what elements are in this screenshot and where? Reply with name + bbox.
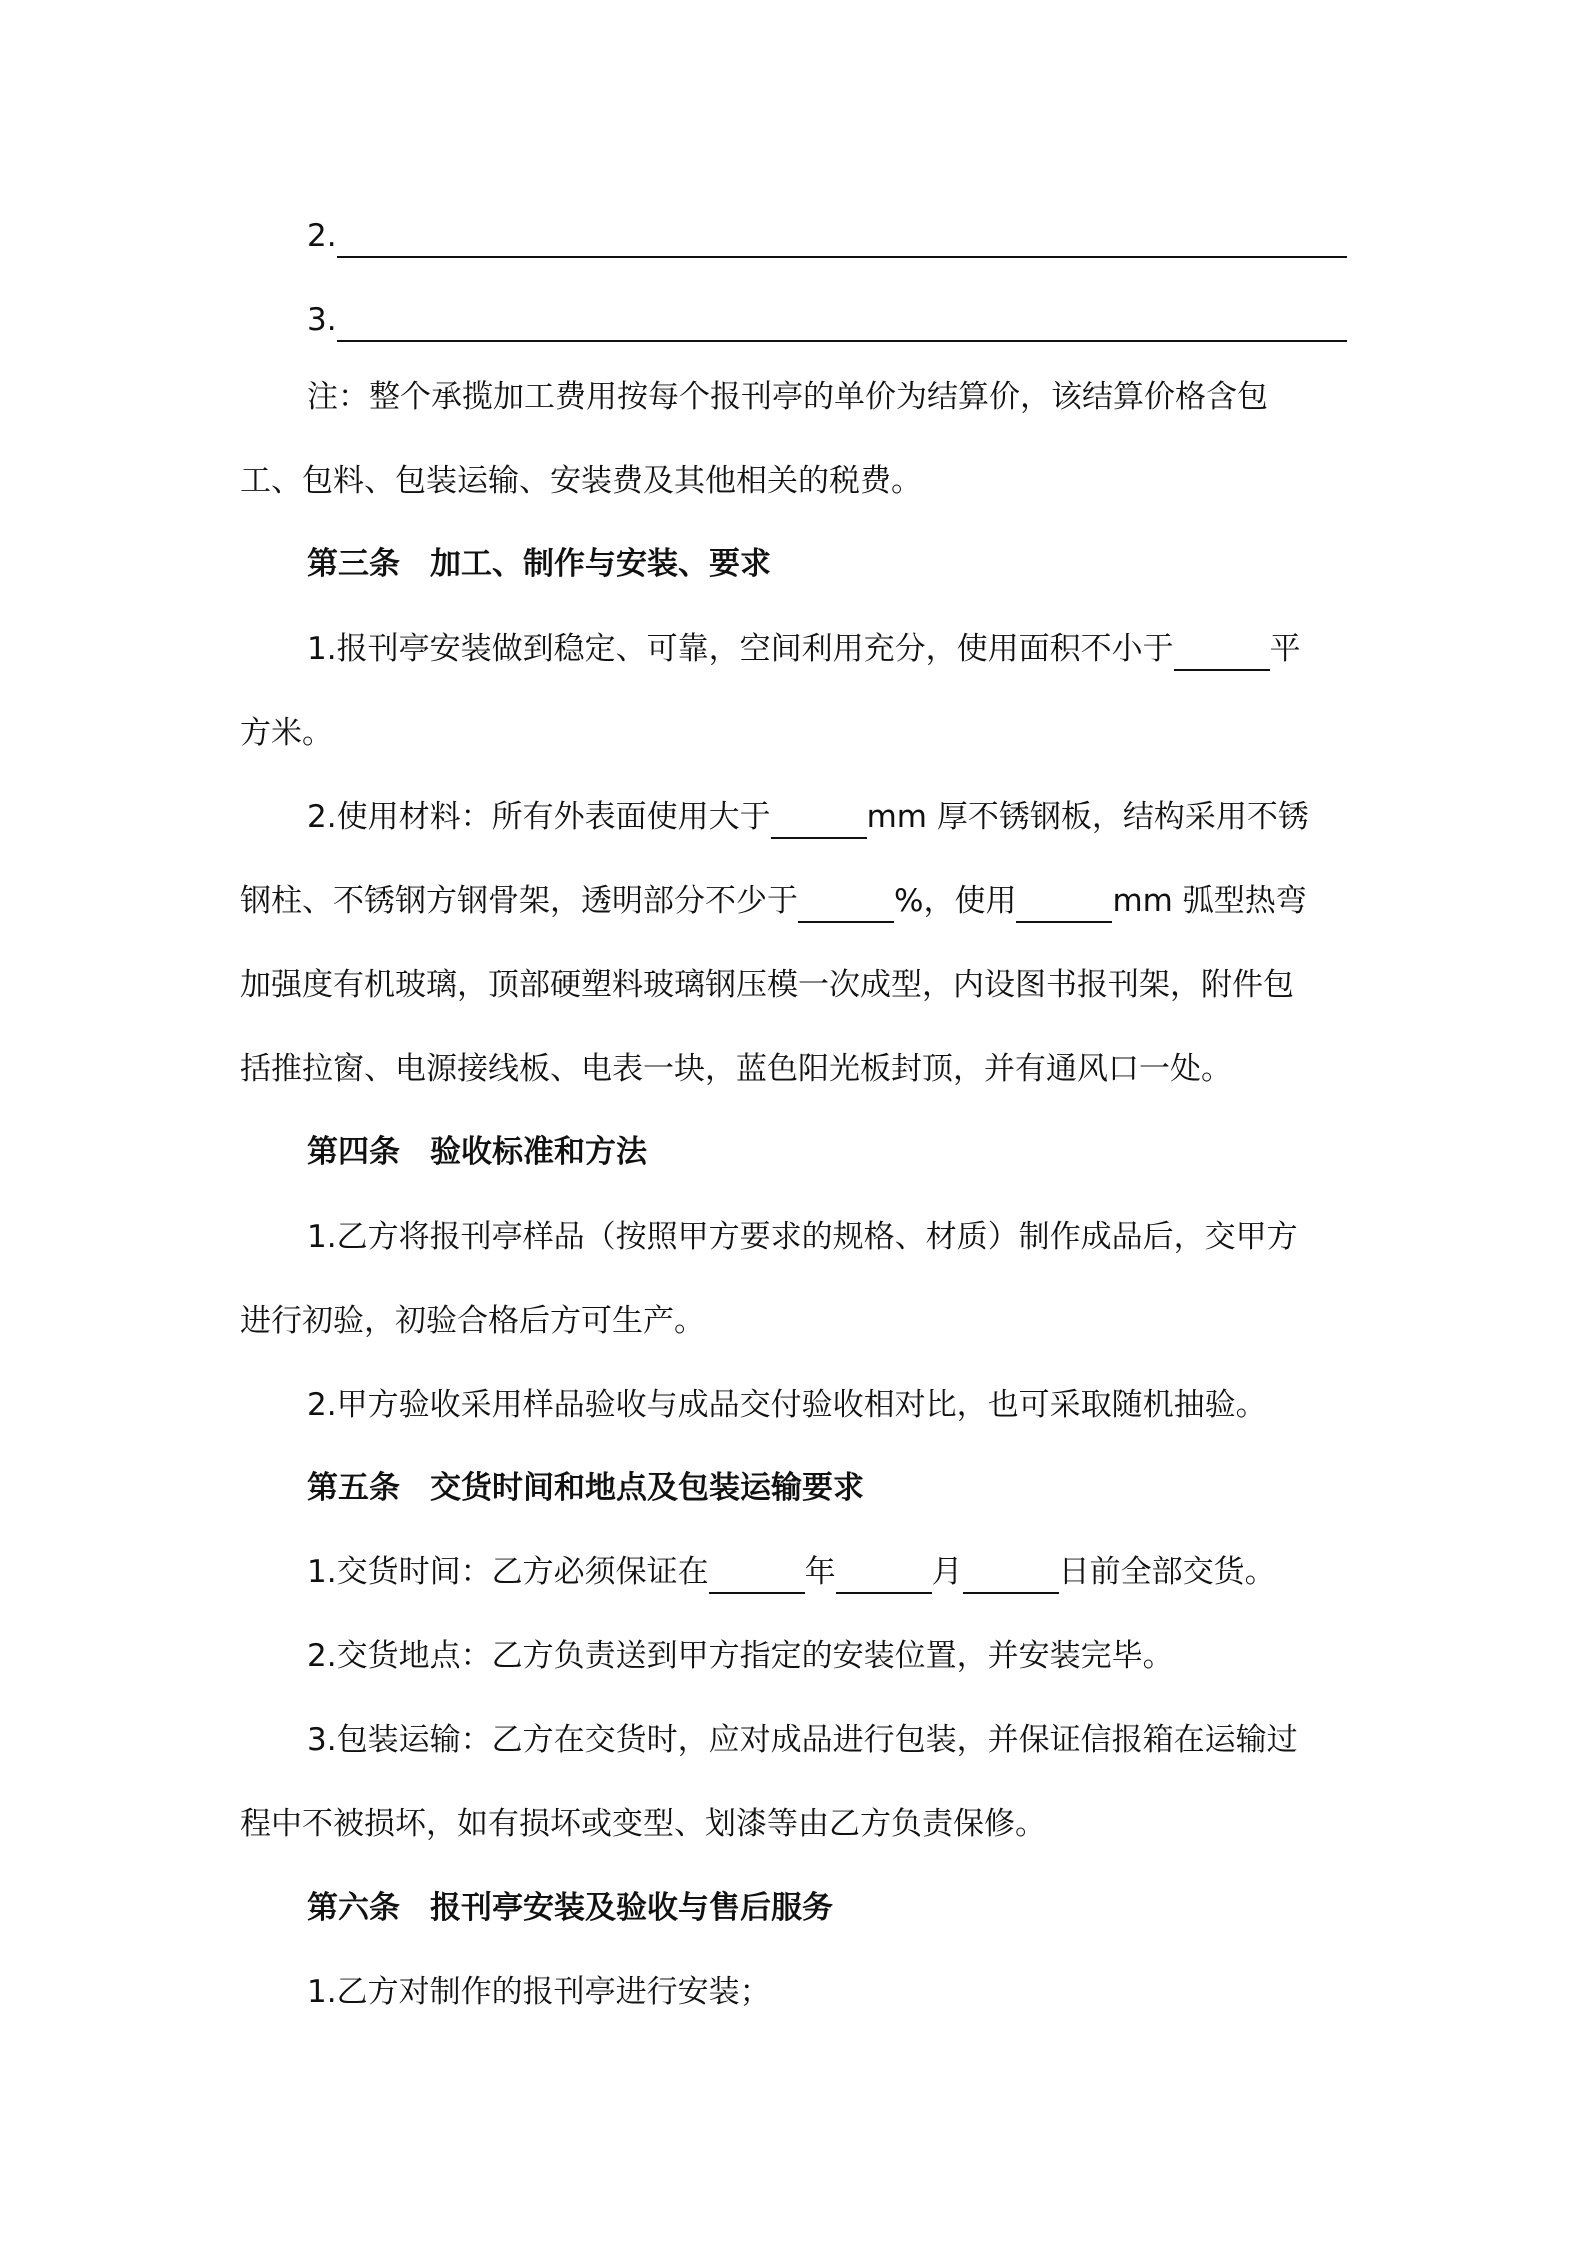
article-5-heading	[307, 1466, 1417, 1510]
fill-in-blank[interactable]	[337, 302, 1347, 342]
article-number: 第三条	[307, 546, 400, 582]
paragraph-text: mm 弧型热弯	[1112, 883, 1307, 919]
note-line-1: 注：整个承揽加工费用按每个报刊亭的单价为结算价，该结算价格含包	[307, 379, 1268, 415]
article-3-para-2-line-3: 加强度有机玻璃，顶部硬塑料玻璃钢压模一次成型，内设图书报刊架，附件包	[240, 967, 1294, 1003]
paragraph-text: 日前全部交货。	[1058, 1554, 1276, 1590]
article-5-para-3: 3.包装运输：乙方在交货时，应对成品进行包装，并保证信报箱在运输过	[307, 1722, 1298, 1758]
article-3-heading	[307, 542, 1417, 586]
article-3-para-2-line-2	[240, 879, 1350, 923]
fill-in-blank[interactable]	[1174, 631, 1270, 671]
item-number: 2.	[307, 218, 337, 254]
fill-in-blank[interactable]	[771, 799, 867, 839]
article-title: 加工、制作与安装、要求	[430, 546, 771, 582]
article-5-para-1	[307, 1550, 1417, 1594]
fill-in-blank[interactable]	[1016, 883, 1112, 923]
paragraph-text: 2.使用材料：所有外表面使用大于	[307, 799, 771, 835]
article-4-para-1: 1.乙方将报刊亭样品（按照甲方要求的规格、材质）制作成品后，交甲方	[307, 1219, 1298, 1255]
article-title: 交货时间和地点及包装运输要求	[430, 1470, 864, 1506]
paragraph-text: mm 厚不锈钢板，结构采用不锈	[866, 799, 1309, 835]
article-3-para-2	[307, 795, 1417, 839]
paragraph-text: 平	[1269, 631, 1301, 667]
article-6-heading	[307, 1886, 1417, 1930]
paragraph-text: 1.交货时间：乙方必须保证在	[307, 1554, 709, 1590]
article-number: 第六条	[307, 1890, 400, 1926]
note-line-2: 工、包料、包装运输、安装费及其他相关的税费。	[240, 463, 922, 499]
article-3-para-1-cont: 方米。	[240, 715, 333, 751]
list-item-2	[307, 214, 1417, 258]
paragraph-text: 月	[931, 1554, 963, 1590]
article-number: 第五条	[307, 1470, 400, 1506]
article-4-para-1-cont: 进行初验，初验合格后方可生产。	[240, 1303, 705, 1339]
fill-in-blank-day[interactable]	[963, 1554, 1059, 1594]
paragraph-text: 1.报刊亭安装做到稳定、可靠，空间利用充分，使用面积不小于	[307, 631, 1174, 667]
article-3-para-2-line-4: 括推拉窗、电源接线板、电表一块，蓝色阳光板封顶，并有通风口一处。	[240, 1051, 1232, 1087]
article-4-heading	[307, 1130, 1417, 1174]
fill-in-blank-year[interactable]	[709, 1554, 805, 1594]
article-4-para-2: 2.甲方验收采用样品验收与成品交付验收相对比，也可采取随机抽验。	[307, 1387, 1267, 1423]
fill-in-blank-month[interactable]	[836, 1554, 932, 1594]
article-title: 报刊亭安装及验收与售后服务	[430, 1890, 833, 1926]
article-title: 验收标准和方法	[430, 1134, 647, 1170]
item-number: 3.	[307, 302, 337, 338]
paragraph-text: 钢柱、不锈钢方钢骨架，透明部分不少于	[240, 883, 798, 919]
paragraph-text: 年	[804, 1554, 836, 1590]
article-6-para-1: 1.乙方对制作的报刊亭进行安装；	[307, 1974, 771, 2010]
article-5-para-3-cont: 程中不被损坏，如有损坏或变型、划漆等由乙方负责保修。	[240, 1806, 1046, 1842]
article-3-para-1	[307, 627, 1417, 671]
fill-in-blank[interactable]	[337, 218, 1347, 258]
paragraph-text: %，使用	[894, 883, 1017, 919]
article-number: 第四条	[307, 1134, 400, 1170]
article-5-para-2: 2.交货地点：乙方负责送到甲方指定的安装位置，并安装完毕。	[307, 1638, 1174, 1674]
fill-in-blank[interactable]	[798, 883, 894, 923]
list-item-3	[307, 298, 1417, 342]
